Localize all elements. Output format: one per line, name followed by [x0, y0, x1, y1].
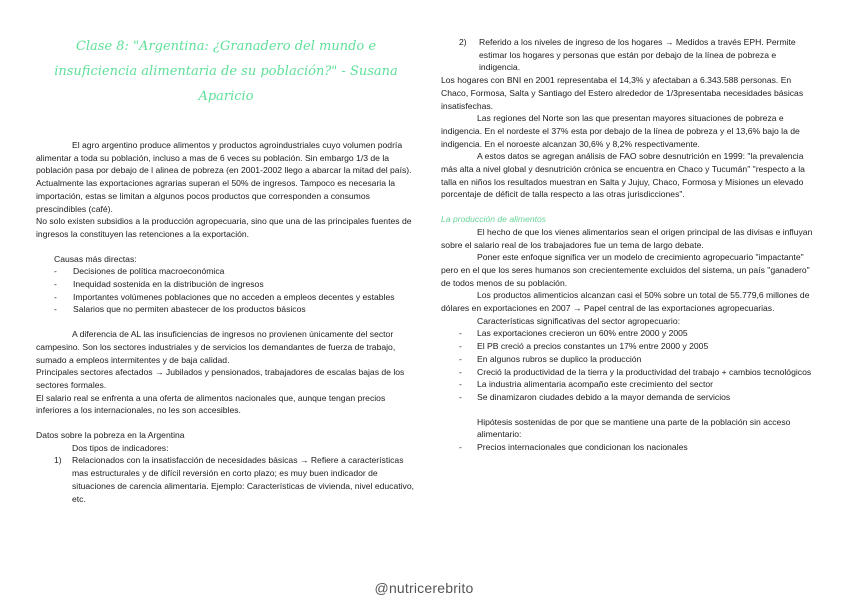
list-number: 1): [54, 455, 62, 466]
list-item: - La industria alimentaria acompaño este crecimiento del sector: [441, 378, 819, 391]
paragraph: Principales sectores afectados → Jubilados y pensionados, trabajadores de escalas bajas de los sectores formales.: [36, 367, 405, 390]
list-item: - El PB creció a precios constantes un 17% entre 2000 y 2005: [441, 340, 819, 353]
indicators-heading: Dos tipos de indicadores:: [72, 442, 169, 453]
list-item: - Importantes volúmenes poblaciones que no acceden a empleos decentes y estables: [36, 291, 416, 304]
paragraph: No solo existen subsidios a la producción agropecuaria, sino que una de las principales fuentes de ingresos la constituyen las retenciones a la exportación.: [36, 216, 412, 239]
list-item: - Las exportaciones crecieron un 60% entre 2000 y 2005: [441, 327, 819, 340]
list-item: - Salarios que no permiten abastecer de los productos básicos: [36, 303, 416, 316]
page-title: Clase 8: "Argentina: ¿Granadero del mundo e insuficiencia alimentaria de su población?" - Susana Aparicio: [54, 39, 398, 104]
features-list: [441, 327, 819, 403]
paragraph: A estos datos se agregan análisis de FAO sobre desnutrición en 1999: "la prevalencia más alta a nivel global y desnutrición crónica se encuentra en Chaco y Tucumán" "respecto a la talla en niños los resultados muestran en Salta y Jujuy, Chaco, Formosa y Misiones un elevado porcentaje de déficit de talla respecto a las otras jurisdicciones".: [441, 151, 805, 200]
list-item: [36, 454, 416, 505]
features-heading: Características significativas del sector agropecuario:: [477, 315, 680, 326]
list-item: - Precios internacionales que condicionan los nacionales: [441, 441, 819, 454]
list-item: [441, 36, 819, 74]
hypotheses-list: [441, 441, 819, 454]
paragraph: El hecho de que los vienes alimentarios sean el origen principal de las divisas e influyan sobre el salario real de los trabajadores fue un tema de largo debate.: [441, 226, 813, 250]
left-column: [36, 34, 416, 505]
list-number: 2): [459, 37, 467, 47]
indicators-list: [36, 454, 416, 505]
watermark: @nutricerebrito: [374, 580, 474, 596]
paragraph: Los productos alimenticios alcanzan casi el 50% sobre un total de 55.779,6 millones de dólares en exportaciones en 2007 → Papel central de las exportaciones agropecuarias.: [441, 290, 810, 314]
section-heading: La producción de alimentos: [441, 214, 547, 225]
causes-list: [36, 265, 416, 316]
list-item: - Inequidad sostenida en la distribución de ingresos: [36, 278, 416, 291]
paragraph: Poner este enfoque significa ver un modelo de crecimiento agropecuario "impactante" pero en el que los seres humanos son crecientemente excluidos del sistema, un país "ganadero" de todos menos de su población.: [441, 252, 810, 288]
list-item: - Decisiones de política macroeconómica: [36, 265, 416, 278]
paragraph: El agro argentino produce alimentos y productos agroindustriales cuyo volumen podría alimentar a toda su población, incluso a mas de 6 veces su población. Sin embargo 1/3 de la población pasa por debajo de l alinea de pobreza (en 2001-2002 llego a abarcar la mitad del país).: [36, 140, 412, 176]
paragraph: Las regiones del Norte son las que presentan mayores situaciones de pobreza e indigencia. En el nordeste el 37% esta por debajo de la línea de pobreza y el 13,6% bajo la de indigencia. En el noroeste alcanzan 30,6% y 8,2% respectivamente.: [441, 113, 800, 149]
list-item: - En algunos rubros se duplico la producción: [441, 353, 819, 366]
list-item-text: Referido a los niveles de ingreso de los hogares → Medidos a través EPH. Permite estimar los hogares y personas que están por debajo de la línea de pobreza e indigencia.: [479, 37, 796, 73]
paragraph: El salario real se enfrenta a una oferta de alimentos nacionales que, aunque tengan precios inferiores a los internacionales, no les son accesibles.: [36, 392, 386, 416]
list-item-text: Relacionados con la insatisfacción de necesidades básicas → Refiere a características mas estructurales y de difícil reversión en corto plazo; es muy buen indicador de situaciones de carencia alimentaria. Ejemplo: Características de vivienda, nivel educativo, etc.: [72, 455, 415, 504]
right-column: [441, 36, 819, 454]
paragraph: Actualmente las exportaciones agrarias superan el 50% de ingresos. Tampoco es necesaria la importación, estas se limitan a algunos pocos productos que corresponden a consumos prescindibles (café).: [36, 178, 396, 214]
list-item: - Se dinamizaron ciudades debido a la mayor demanda de servicios: [441, 391, 819, 404]
causes-heading: Causas más directas:: [54, 253, 137, 264]
hypotheses-heading: Hipótesis sostenidas de por que se mantiene una parte de la población sin acceso alimentario:: [477, 416, 791, 440]
paragraph: Los hogares con BNI en 2001 representaba el 14,3% y afectaban a 6.343.588 personas. En Chaco, Formosa, Salta y Santiago del Estero alrededor de 1/3presentaba necesidades básicas insatisfechas.: [441, 75, 804, 111]
paragraph: A diferencia de AL las insuficiencias de ingresos no provienen únicamente del sector campesino. Son los sectores industriales y de servicios los demandantes de fuerza de trabajo, sumado a empleos intermitentes y de baja calidad.: [36, 329, 396, 365]
poverty-heading: Datos sobre la pobreza en la Argentina: [36, 430, 185, 441]
list-item: - Creció la productividad de la tierra y la productividad del trabajo + cambios tecnológicos: [441, 366, 819, 379]
indicators-list-continued: [441, 36, 819, 74]
